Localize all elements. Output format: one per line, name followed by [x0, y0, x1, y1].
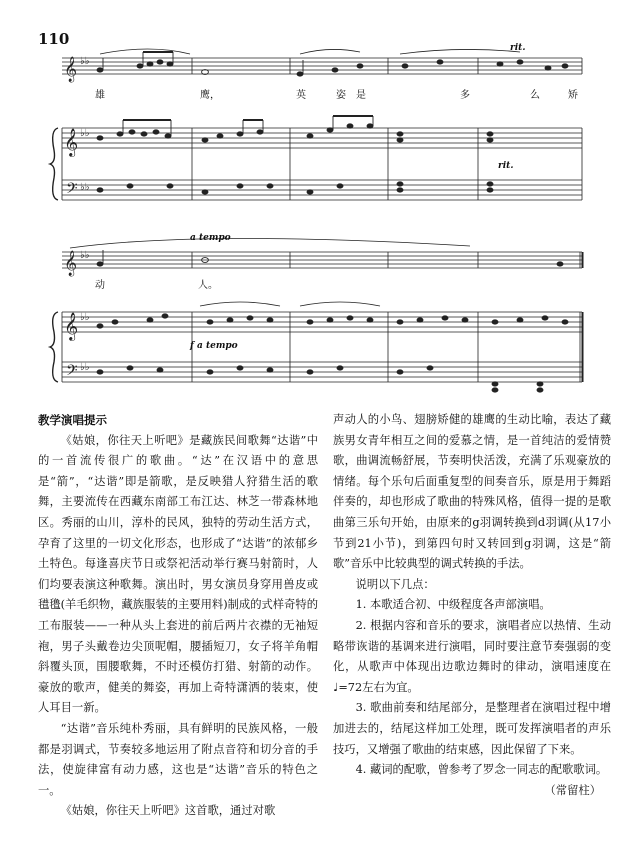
lyric-syllable: 么 [530, 90, 540, 101]
treble-clef-icon: 𝄞 [64, 251, 78, 276]
piano-bass-staff-2 [62, 362, 582, 382]
list-intro: 说明以下几点： [355, 577, 435, 591]
list-item: 3. 歌曲前奏和结尾部分，是整理者在演唱过程中增加进去的，结尾这样加工处理，既可发挥演唱者的声乐技巧，又增强了歌曲的结束感，因此保留了下来。 [333, 701, 611, 756]
piano-treble-staff-2 [62, 312, 582, 332]
lyric-syllable: 鹰， [200, 90, 220, 101]
lyric-syllable: 姿 [336, 90, 346, 101]
paragraph: “达谐”音乐纯朴秀丽，具有鲜明的民族风格，一般都是羽调式，节奏较多地运用了附点音符和切分音的手法，使旋律富有动力感，这也是“达谐”音乐的特色之一。 [38, 721, 318, 797]
paragraph: 《姑娘，你往天上听吧》是藏族民间歌舞“达谐”中的一首流传很广的歌曲。“达”在汉语中的意思是“箭”，“达谐”即是箭歌，是反映猎人狩猎生活的歌舞，主要流传在西藏东南部工布江达、林芝一带森林地区。秀丽的山川，淳朴的民风，独特的劳动生活方式，孕育了这里的一切文化形态，也形成了“达谐”的浓郁乡土特色。每逢喜庆节日或祭祀活动举行赛马射箭时，人们均要表演这种歌舞。演出时，男女演员身穿用兽皮或氆氇(羊毛织物，藏族服装的主要用料)制成的式样奇特的工布服装——一种从头上套进的前后两片衣襟的无袖短袍，男子头戴卷边尖顶呢帽，腰插短刀，女子将羊角帽斜覆头顶，围腰歌舞，不时还模仿打猎、射箭的动作。豪放的歌声，健美的舞姿，再加上奇特潇洒的装束，使人耳目一新。 [38, 433, 318, 715]
paragraph: 《姑娘，你往天上听吧》这首歌，通过对歌 [60, 804, 276, 818]
left-column [38, 410, 318, 822]
treble-clef-icon: 𝄞 [64, 312, 79, 340]
svg-text:♭♭: ♭♭ [80, 56, 90, 67]
ritardando-mark: rit. [510, 43, 526, 53]
list-item: 1. 本歌适合初、中级程度各声部演唱。 [355, 598, 551, 612]
lyric-syllable: 人。 [198, 280, 218, 291]
tempo-marking: ♩=72 [333, 680, 363, 694]
list-item: 4. 藏词的配歌，曾参考了罗念一同志的配歌歌词。 [355, 763, 608, 777]
list-item-text: 2. 根据内容和音乐的要求，演唱者应以热情、生动略带诙谐的基调来进行演唱，同时要注意节奏强弱的变化，从歌声中体现出边歌边舞时的律动，演唱速度在 [333, 618, 611, 674]
lyric-syllable: 是 [356, 90, 366, 101]
list-item-suffix: 左右为宜。 [362, 680, 419, 694]
section-heading: 教学演唱提示 [38, 413, 107, 427]
paragraph-continuation: 声动人的小鸟、翅膀矫健的雄鹰的生动比喻，表达了藏族男女青年相互之间的爱慕之情，是一首纯洁的爱情赞歌，曲调流畅舒展，节奏明快活泼，充满了乐观豪放的情绪。每个乐句后面重复型的间奏音乐，原是用于舞蹈伴奏的，却也形成了歌曲的特殊风格，值得一提的是歌曲第三乐句开始，由原来的g羽调转换到d羽调(从17小节到21小节)，到第四句时又转回到g羽调，这是“箭歌”音乐中比较典型的调式转换的手法。 [333, 413, 611, 571]
treble-clef-icon: 𝄞 [64, 57, 78, 82]
svg-text:♭♭: ♭♭ [80, 250, 90, 261]
treble-clef-icon: 𝄞 [64, 128, 79, 156]
ritardando-mark: rit. [498, 161, 514, 171]
piano-bass-staff-1 [62, 180, 582, 200]
page-number: 110 [38, 30, 70, 48]
a-tempo-mark: a tempo [190, 233, 231, 243]
lyric-syllable: 多 [460, 90, 470, 101]
bass-clef-icon: 𝄢 [66, 362, 78, 383]
bass-clef-icon: 𝄢 [66, 180, 78, 201]
music-score [0, 40, 640, 410]
right-column [333, 410, 611, 801]
vocal-staff-2 [62, 252, 582, 268]
lyric-syllable: 雄 [95, 90, 105, 101]
lyric-syllable: 英 [296, 90, 306, 101]
piano-treble-staff-1 [62, 128, 582, 148]
list-item [333, 616, 611, 698]
svg-text:♭♭: ♭♭ [80, 128, 90, 139]
svg-text:♭♭: ♭♭ [80, 362, 90, 373]
author-signature: （常留柱） [544, 783, 601, 797]
svg-text:♭♭: ♭♭ [80, 312, 90, 323]
svg-text:♭♭: ♭♭ [80, 182, 90, 193]
f-a-tempo-mark: f a tempo [190, 341, 238, 351]
lyric-syllable: 动 [95, 280, 105, 291]
lyric-syllable: 矫 [568, 90, 578, 101]
